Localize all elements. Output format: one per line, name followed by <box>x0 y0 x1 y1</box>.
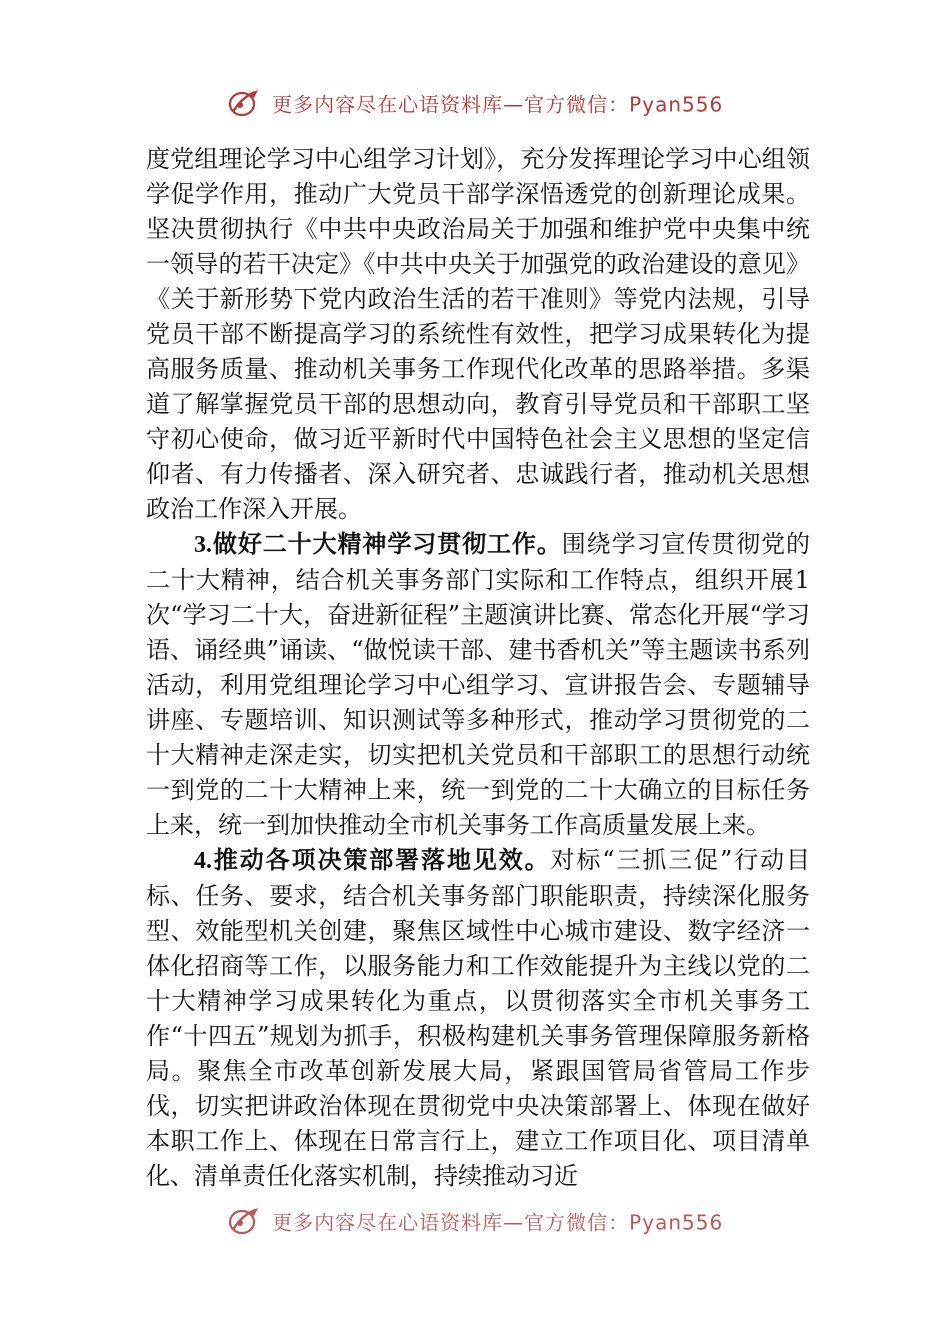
paragraph-item-3 <box>146 527 810 843</box>
footer-banner-text: 更多内容尽在心语资料库—官方微信：Pyan556 <box>272 1210 724 1235</box>
paragraph-heading: 3.做好二十大精神学习贯彻工作。 <box>194 532 562 558</box>
paragraph-body: 度党组理论学习中心组学习计划》，充分发挥理论学习中心组领学促学作用，推动广大党员干部学深悟透党的创新理论成果。坚决贯彻执行《中共中央政治局关于加强和维护党中央集中统一领导的若干决定》《中共中央关于加强党的政治建设的意见》《关于新形势下党内政治生活的若干准则》等党内法规，引导党员干部不断提高学习的系统性有效性，把学习成果转化为提高服务质量、推动机关事务工作现代化改革的思路举措。多渠道了解掌握党员干部的思想动向，教育引导党员和干部职工坚守初心使命，做习近平新时代中国特色社会主义思想的坚定信仰者、有力传播者、深入研究者、忠诚践行者，推动机关思想政治工作深入开展。 <box>146 145 810 523</box>
header-banner <box>0 88 950 118</box>
footer-banner <box>0 1206 950 1236</box>
paragraph-body: 围绕学习宣传贯彻党的二十大精神，结合机关事务部门实际和工作特点，组织开展1次“学习二十大，奋进新征程”主题演讲比赛、常态化开展“学习语、诵经典”诵读、“做悦读干部、建书香机关”等主题读书系列活动，利用党组理论学习中心组学习、宣讲报告会、专题辅导讲座、专题培训、知识测试等多种形式，推动学习贯彻党的二十大精神走深走实，切实把机关党员和干部职工的思想行动统一到党的二十大精神上来，统一到党的二十大确立的目标任务上来，统一到加快推动全市机关事务工作高质量发展上来。 <box>146 530 810 839</box>
header-banner-text: 更多内容尽在心语资料库—官方微信：Pyan556 <box>272 92 724 117</box>
paragraph-heading: 4.推动各项决策部署落地见效。 <box>194 848 551 874</box>
pen-swirl-logo-icon <box>227 88 261 118</box>
paragraph-continuation <box>146 142 810 527</box>
paragraph-body: 对标“三抓三促”行动目标、任务、要求，结合机关事务部门职能职责，持续深化服务型、效能型机关创建，聚焦区域性中心城市建设、数字经济一体化招商等工作，以服务能力和工作效能提升为主线以党的二十大精神学习成果转化为重点，以贯彻落实全市机关事务工作“十四五”规划为抓手，积极构建机关事务管理保障服务新格局。聚焦全市改革创新发展大局，紧跟国管局省管局工作步伐，切实把讲政治体现在贯彻党中央决策部署上、体现在做好本职工作上、体现在日常言行上，建立工作项目化、项目清单化、清单责任化落实机制，持续推动习近 <box>146 846 810 1190</box>
pen-swirl-logo-icon <box>227 1206 261 1236</box>
paragraph-item-4 <box>146 843 810 1194</box>
document-body <box>146 142 810 1194</box>
